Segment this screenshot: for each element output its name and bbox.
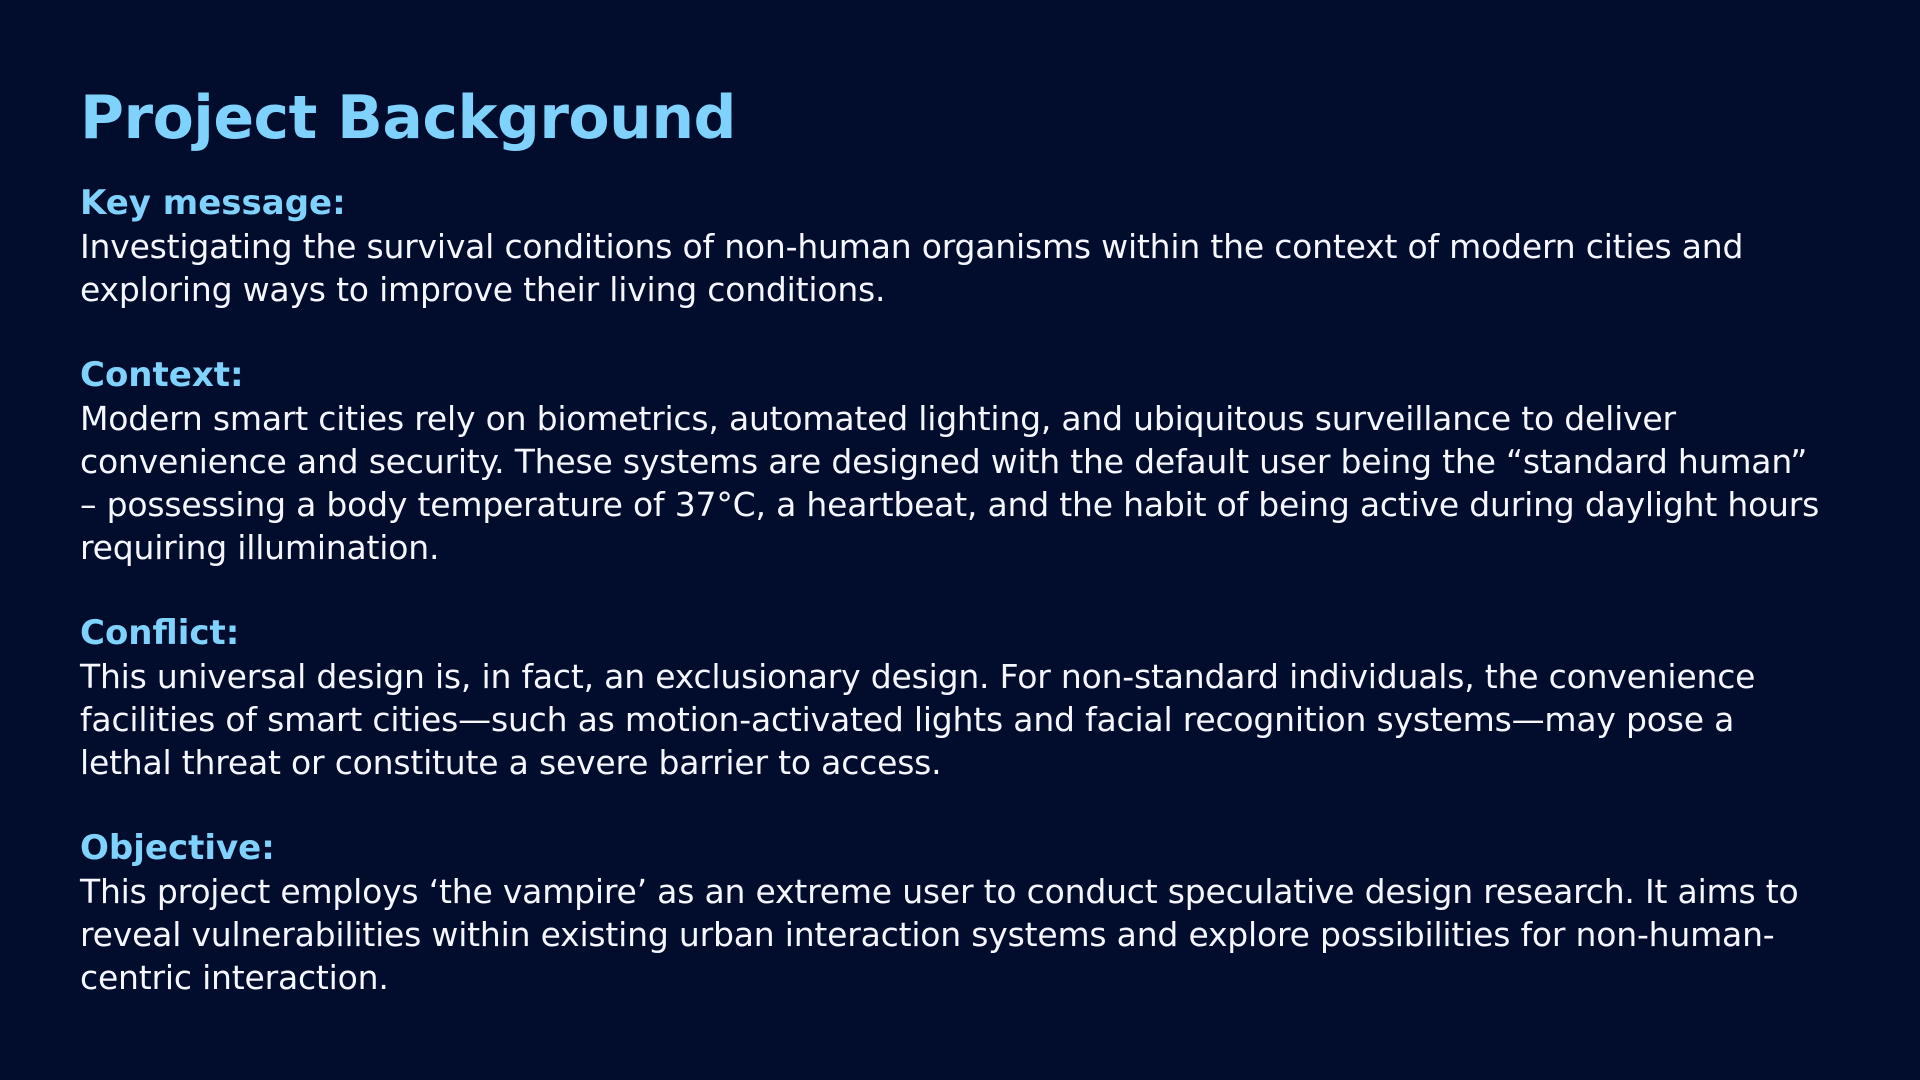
section-key-message <box>80 182 1820 311</box>
section-context <box>80 354 1820 569</box>
section-objective <box>80 827 1820 999</box>
key-message-body: Investigating the survival conditions of non-human organisms within the context of modern cities and exploring ways to improve their living conditions. <box>80 227 1744 309</box>
conflict-body: This universal design is, in fact, an exclusionary design. For non-standard individuals, the convenience facilities of smart cities—such as motion-activated lights and facial recognition systems—may pose a lethal threat or constitute a severe barrier to access. <box>80 657 1756 782</box>
key-message-heading: Key message: <box>80 183 346 223</box>
objective-heading: Objective: <box>80 828 275 868</box>
context-heading: Context: <box>80 355 244 395</box>
content-sections <box>80 182 1820 999</box>
section-conflict <box>80 612 1820 784</box>
context-body: Modern smart cities rely on biometrics, automated lighting, and ubiquitous surveillance to deliver convenience and security. These systems are designed with the default user being the “standard human” – possessing a body temperature of 37°C, a heartbeat, and the habit of being active during daylight hours requiring illumination. <box>80 399 1820 567</box>
page-title: Project Background <box>80 83 737 153</box>
objective-body: This project employs ‘the vampire’ as an extreme user to conduct speculative design research. It aims to reveal vulnerabilities within existing urban interaction systems and explore possibilities for non-human-centric interaction. <box>80 872 1799 997</box>
conflict-heading: Conflict: <box>80 613 240 653</box>
